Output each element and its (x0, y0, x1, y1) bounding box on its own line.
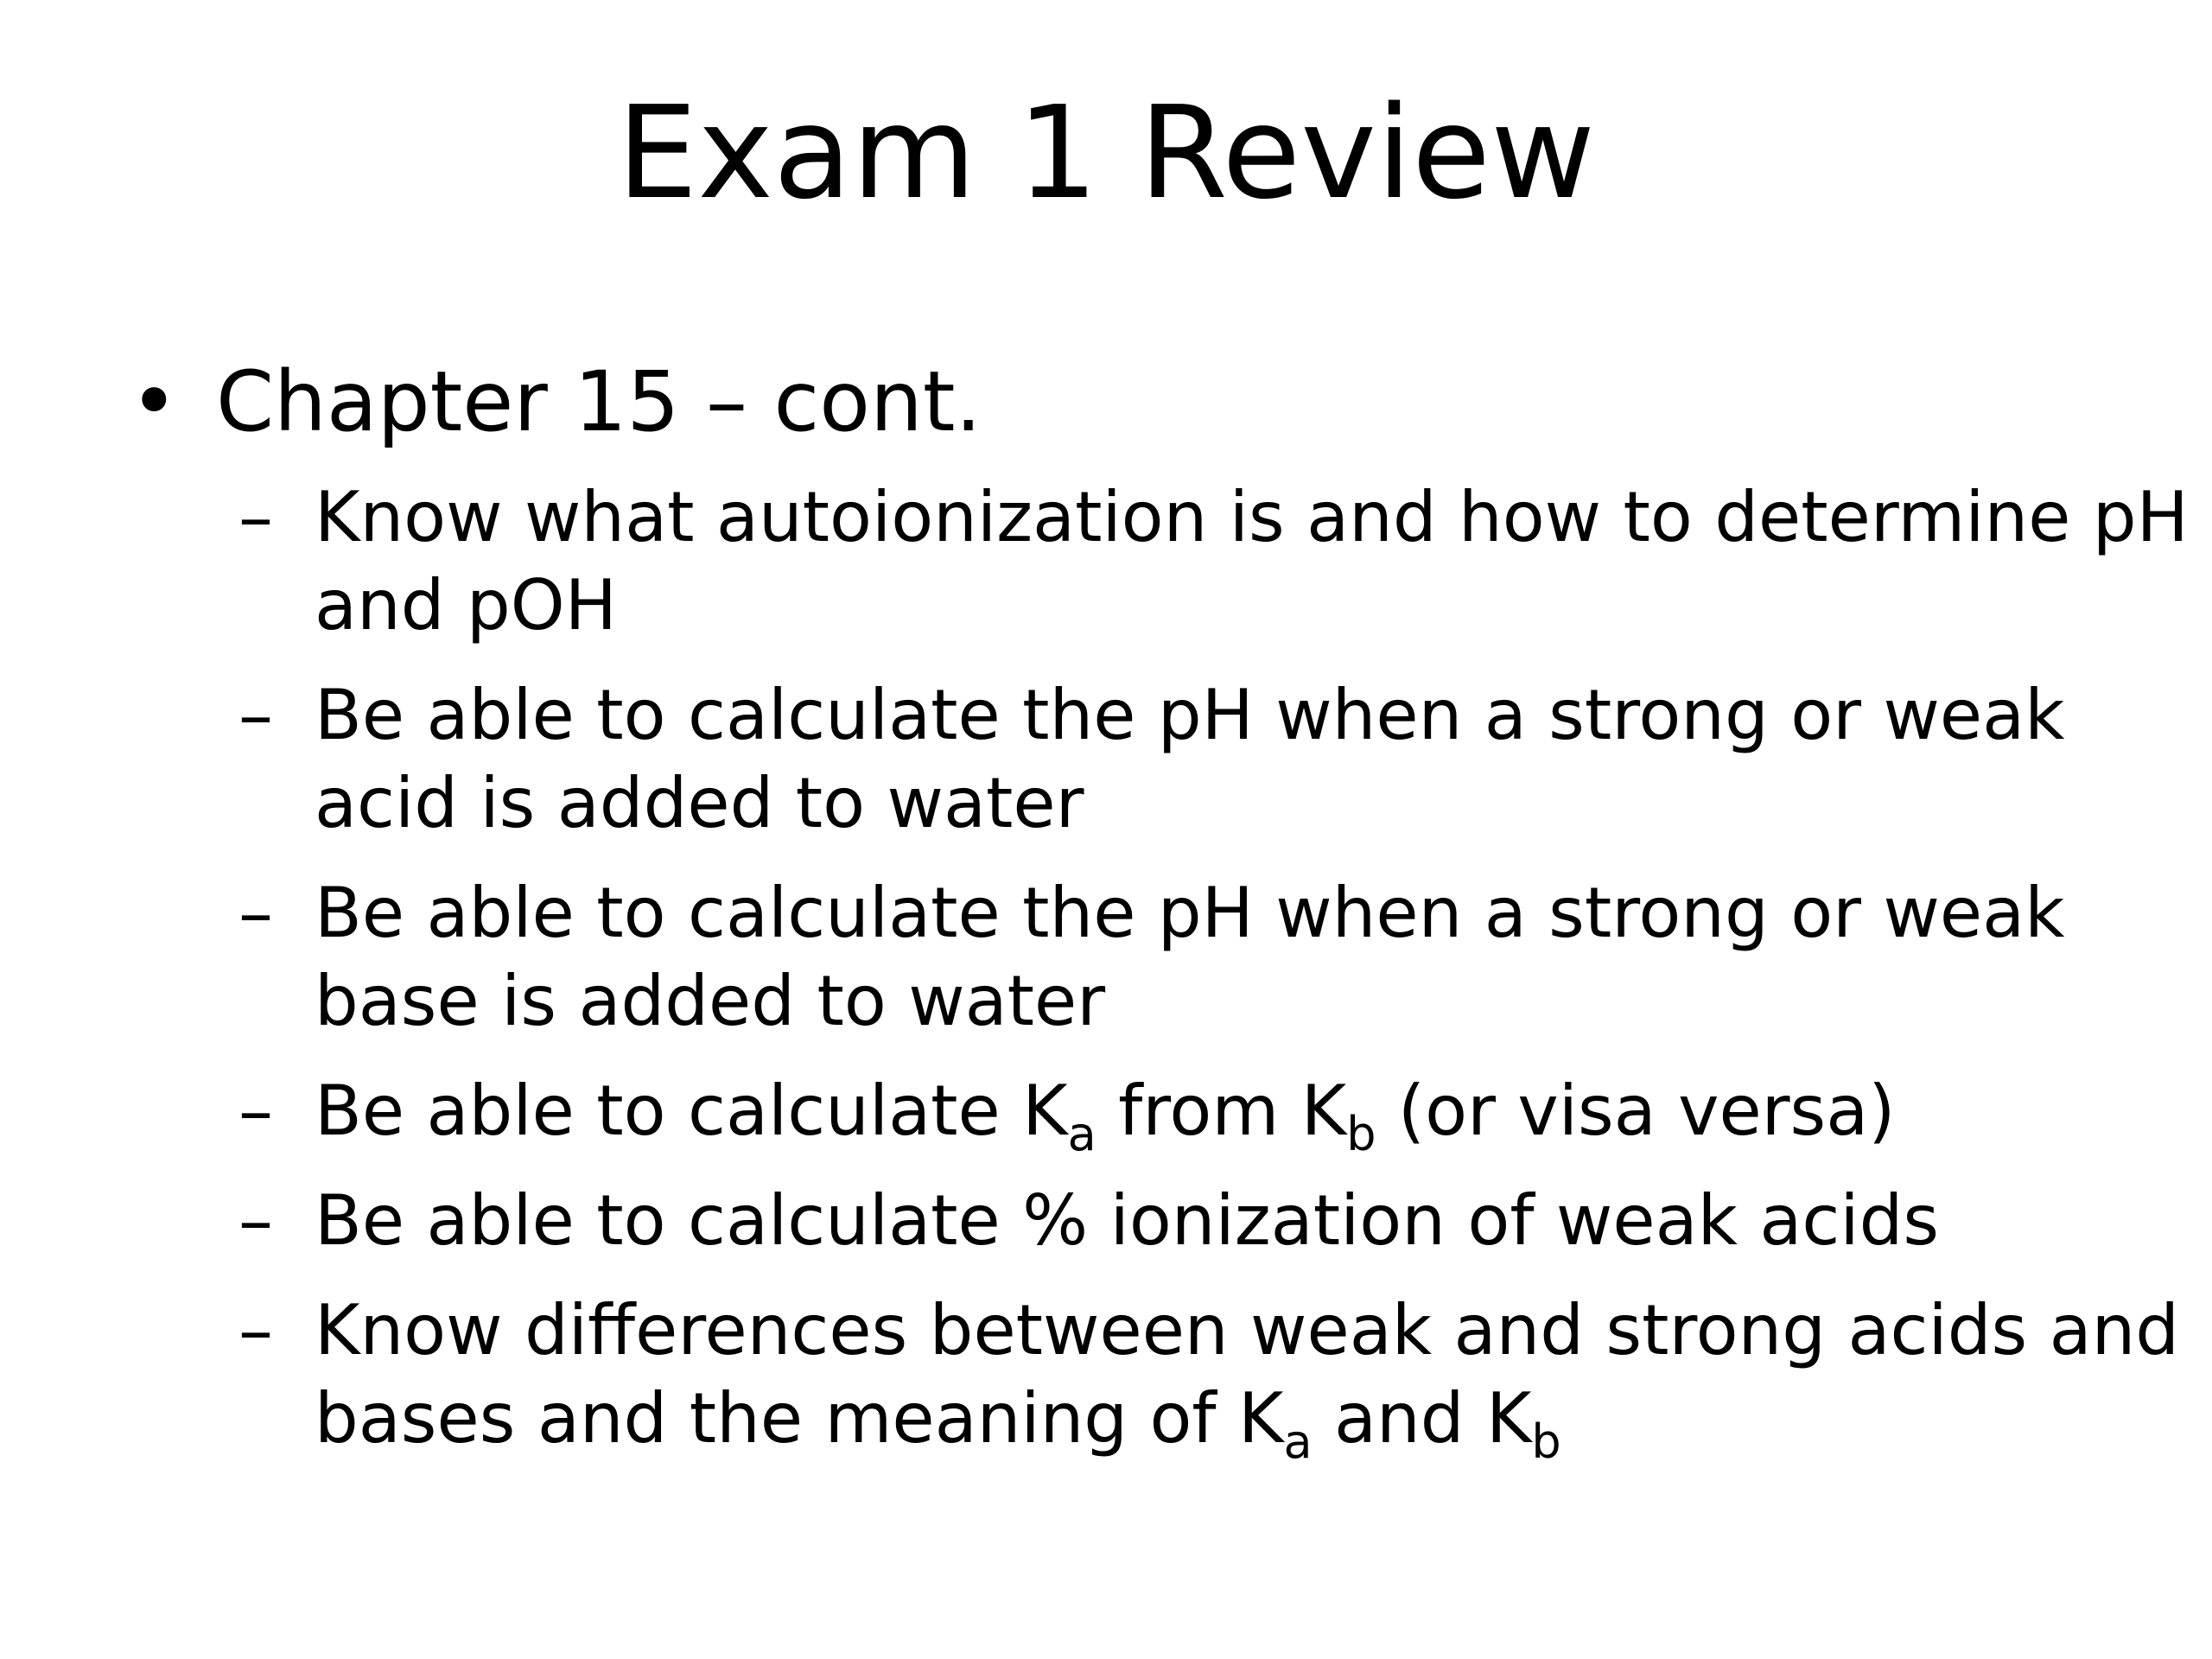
item-line (315, 1067, 2165, 1161)
text-segment: Be able to calculate K (315, 1071, 1068, 1151)
bullet-text: Chapter 15 – cont. (216, 353, 982, 450)
subscript-a: a (1283, 1414, 1313, 1469)
bullet-marker: • (130, 353, 179, 450)
text-segment: and K (1312, 1378, 1532, 1459)
slide-title: Exam 1 Review (616, 79, 1596, 227)
dash-marker: – (238, 1180, 273, 1261)
sub-bullet-list (238, 474, 2189, 1484)
list-item (238, 671, 2165, 848)
item-line: base is added to water (315, 961, 1106, 1041)
list-item (238, 1067, 2165, 1161)
item-line: Be able to calculate the pH when a strong or weak (315, 873, 2065, 953)
dash-marker: – (238, 1071, 273, 1151)
list-item (238, 869, 2165, 1046)
text-segment: bases and the meaning of K (315, 1378, 1284, 1459)
item-line: Know differences between weak and strong acids and (315, 1290, 2180, 1370)
item-line: Be able to calculate % ionization of weak acids (315, 1180, 1940, 1261)
list-item (238, 1177, 2165, 1265)
item-line: Be able to calculate the pH when a strong or weak (315, 675, 2065, 755)
item-line: Know what autoionization is and how to determine pH (315, 477, 2189, 557)
item-line (315, 1375, 2165, 1469)
subscript-a: a (1067, 1107, 1096, 1161)
subscript-b: b (1531, 1414, 1561, 1469)
dash-marker: – (238, 1290, 273, 1370)
text-segment: (or visa versa) (1376, 1071, 1896, 1151)
dash-marker: – (238, 675, 273, 755)
item-line: acid is added to water (315, 763, 1084, 843)
list-item (238, 1287, 2180, 1469)
item-line: and pOH (315, 565, 617, 645)
subscript-b: b (1346, 1107, 1376, 1161)
dash-marker: – (238, 477, 273, 557)
dash-marker: – (238, 873, 273, 953)
text-segment: from K (1096, 1071, 1347, 1151)
bullet-chapter (130, 350, 982, 454)
list-item (238, 474, 2189, 650)
